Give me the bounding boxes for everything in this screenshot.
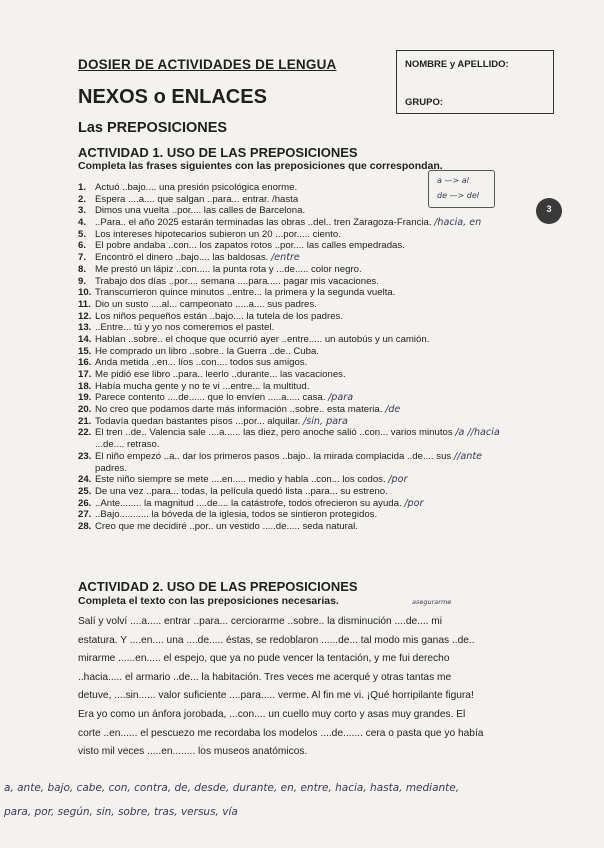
sentence-item: 3. Dimos una vuelta ..por.... las calles de Barcelona. [78, 205, 306, 217]
margin-note: /de [385, 404, 401, 416]
sentence-item: 27. ..Bajo........... la bóveda de la iglesia, todos se sintieron protegidos. [78, 509, 378, 521]
margin-note: /sin, para [303, 415, 348, 427]
dossier-title: DOSIER DE ACTIVIDADES DE LENGUA [78, 57, 337, 72]
sentence-item: 22. El tren ..de.. Valencia sale ....a...... las diez, pero anoche salió ..con... varios minutos /a //hacia [78, 427, 500, 439]
sentence-item: 19. Parece contento ....de...... que lo envíen .....a..... casa. /para [78, 392, 354, 404]
paragraph-line: Salí y volví ....a..... entrar ..para... cerciorarme ..sobre.. la disminución ....de.... mi [78, 616, 443, 627]
sentence-item: 4. ..Para.. el año 2025 estarán terminadas las obras ..del.. tren Zaragoza-Francia. /hacia, en [78, 217, 482, 229]
word-bank-line: a, ante, bajo, cabe, con, contra, de, desde, durante, en, entre, hacia, hasta, mediante, [4, 782, 460, 794]
word-bank-line: para, por, según, sin, sobre, tras, versus, vía [4, 806, 238, 818]
activity1-title: ACTIVIDAD 1. USO DE LAS PREPOSICIONES [78, 145, 358, 160]
margin-note: /por [388, 474, 408, 486]
activity2-instruction: Completa el texto con las preposiciones necesarias. [78, 595, 339, 607]
sentence-item: 5. Los intereses hipotecarios subieron un 20 ...por..... ciento. [78, 228, 341, 240]
group-label: GRUPO: [405, 97, 443, 108]
paragraph-line: corte ..en...... el pescuezo me recordaba los modelos ....de....... cera o pasta que yo había [78, 727, 484, 739]
section-subtitle: Las PREPOSICIONES [78, 120, 228, 136]
page-number-badge: 3 [536, 198, 562, 224]
margin-note: /a //hacia [455, 427, 500, 439]
sentence-item: ...de.... retraso. [95, 439, 160, 451]
hint-line: a —> al [437, 176, 469, 185]
sentence-item: 20. No creo que podamos darte más información ..sobre.. esta materia. /de [78, 404, 401, 416]
sentence-item: 8. Me prestó un lápiz ..con..... la punta rota y ...de..... color negro. [78, 263, 362, 275]
main-title: NEXOS o ENLACES [78, 86, 267, 108]
margin-note: /entre [271, 252, 300, 264]
sentence-item: 13. ..Entre... tú y yo nos comeremos el pastel. [78, 322, 275, 334]
paragraph-line: Era yo como un ánfora jorobada, ...con.... un cuello muy corto y asas muy grandes. El [78, 708, 466, 720]
sentence-item: 28. Creo que me decidiré ..por.. un vestido .....de..... seda natural. [78, 520, 358, 532]
paragraph-line: detuve, ....sin...... valor suficiente ....para..... verme. Al fin me vi. ¡Qué horripilante figura! [78, 690, 474, 702]
paragraph-line: visto mil veces .....en........ los museos anatómicos. [78, 746, 308, 758]
sentence-item: 11. Dio un susto ....al... campeonato .....a.... sus padres. [78, 298, 317, 310]
sentence-item: 1. Actuó ..bajo.... una presión psicológica enorme. [78, 182, 298, 193]
sentence-item: 9. Trabajo dos días ..por.... semana ....para..... pagar mis vacaciones. [78, 275, 379, 287]
paragraph-line: mirarme ......en..... el espejo, que ya no pude vencer la tentación, y me fui derecho [78, 653, 450, 665]
sentence-item: 14. Hablan ..sobre.. el choque que ocurrió ayer ..entre..... un autobús y un camión. [78, 333, 430, 345]
sentence-item: 18. Había mucha gente y no te vi ...entre... la multitud. [78, 380, 310, 392]
margin-note: /para [328, 392, 354, 404]
sentence-item: 15. He comprado un libro ..sobre.. la Guerra ..de.. Cuba. [78, 345, 319, 357]
sentence-item: 7. Encontró el dinero ..bajo.... las baldosas. /entre [78, 252, 300, 264]
sentence-item: 16. Anda metida ..en... líos ..con.... todos sus amigos. [78, 357, 308, 369]
student-info-box [396, 50, 554, 114]
sentence-item: 24. Este niño siempre se mete ....en..... medio y habla ..con... los codos. /por [78, 474, 408, 486]
hint-line: de —> del [437, 191, 480, 200]
sentence-item: 6. El pobre andaba ..con... los zapatos rotos ..por.... las calles empedradas. [78, 240, 405, 252]
sentence-item: 21. Todavía quedan bastantes pisos ...por... alquilar. /sin, para [78, 415, 348, 427]
name-label: NOMBRE y APELLIDO: [405, 59, 509, 70]
handwritten-note: asegurarme [412, 598, 452, 606]
sentence-list [78, 182, 598, 533]
sentence-item: 25. De una vez ..para... todas, la película quedó lista ..para... su estreno. [78, 485, 388, 497]
margin-note: //ante [453, 450, 482, 462]
sentence-item: 17. Me pidió ese libro ..para.. leerlo ..durante... las vacaciones. [78, 369, 346, 380]
sentence-item: 10. Transcurrieron quince minutos ..entre... la primera y la segunda vuelta. [78, 287, 396, 299]
sentence-item: 2. Espera ....a.... que salgan ..para... entrar. /hasta [78, 193, 299, 205]
sentence-item: padres. [95, 462, 127, 474]
activity2-title: ACTIVIDAD 2. USO DE LAS PREPOSICIONES [78, 579, 358, 594]
sentence-item: 26. ..Ante........ la magnitud ....de.... la catástrofe, todos ofrecieron su ayuda. /por [78, 497, 424, 509]
margin-note: /hacia, en [434, 217, 482, 229]
sentence-item: 23. El niño empezó ..a.. dar los primeros pasos ..bajo.. la mirada complacida ..de.... sus //ante [78, 450, 482, 462]
activity1-instruction: Completa las frases siguientes con las preposiciones que correspondan. [78, 160, 443, 172]
fill-in-paragraph [78, 613, 526, 762]
sentence-item: 12. Los niños pequeños están ..bajo.... la tutela de los padres. [78, 310, 344, 322]
paragraph-line: ..hacia..... el armario ..de... la habitación. Tres veces me acerqué y otras tantas me [78, 671, 452, 683]
margin-note: /por [404, 497, 424, 509]
paragraph-line: estatura. Y ....en.... una ....de..... éstas, se redoblaron ......de... tal modo mis ganas ..de.. [78, 634, 475, 646]
